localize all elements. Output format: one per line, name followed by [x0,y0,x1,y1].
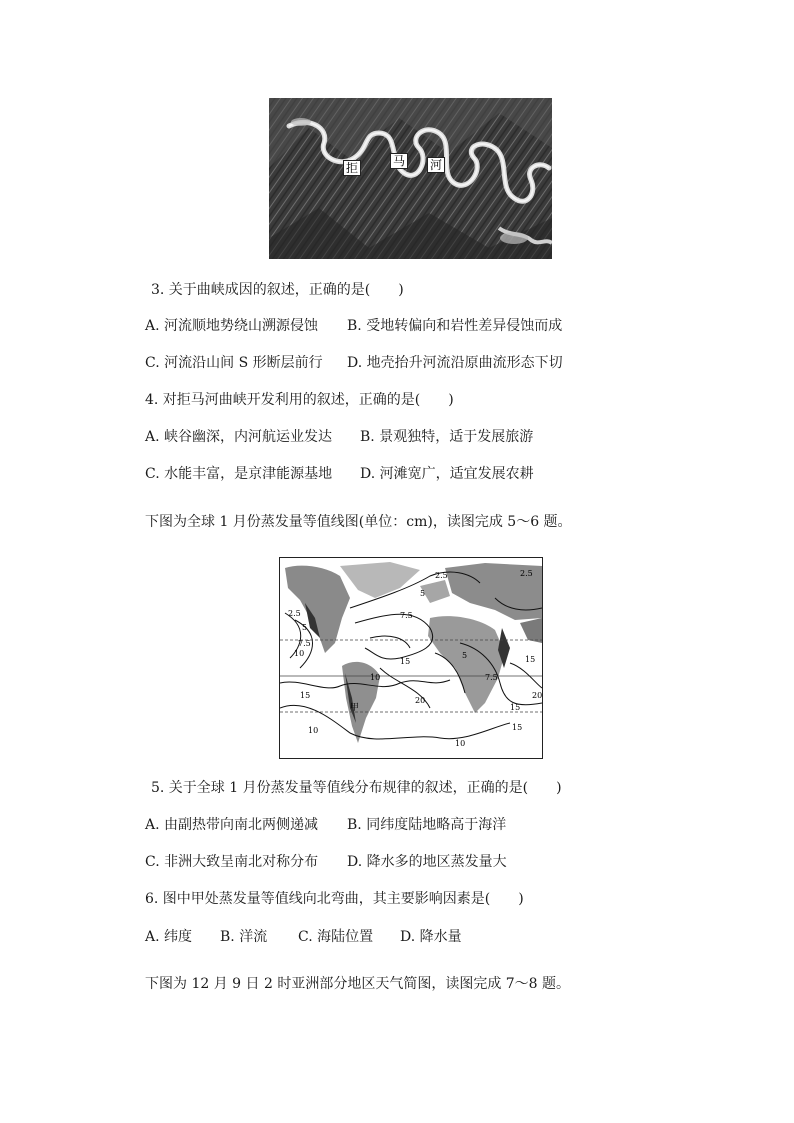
intro-q5-6: 下图为全球 1 月份蒸发量等值线图(单位：cm)，读图完成 5～6 题。 [145,514,572,530]
contour-label-14: 10 [455,739,466,748]
q5-option-b: B. 同纬度陆地略高于海洋 [347,817,507,833]
q5-option-a: A. 由副热带向南北两侧递减 [145,817,319,833]
q4-option-c: C. 水能丰富，是京津能源基地 [145,466,333,482]
evaporation-map [279,557,543,759]
contour-label-8: 5 [302,623,308,632]
q3-option-a: A. 河流顺地势绕山溯源侵蚀 [145,318,319,334]
photo-label-ma: 马 [390,153,408,169]
contour-label-9: 7.5 [298,639,311,648]
contour-label-15: 5 [462,651,468,660]
q3-option-c: C. 河流沿山间 S 形断层前行 [145,355,323,371]
q6-option-a: A. 纬度 [145,929,193,945]
q5-stem: 5. 关于全球 1 月份蒸发量等值线分布规律的叙述，正确的是( ) [151,780,562,796]
contour-label-12: 20 [532,691,542,700]
photo-label-ju: 拒 [343,160,361,176]
contour-label-17: 7.5 [485,673,498,682]
q4-option-a: A. 峡谷幽深，内河航运业发达 [145,429,333,445]
contour-label-7: 2.5 [288,609,301,618]
q6-option-c: C. 海陆位置 [298,929,374,945]
q6-option-d: D. 降水量 [400,929,462,945]
evaporation-map-image [280,558,542,758]
contour-label-20: 15 [510,703,521,712]
contour-label-10: 10 [308,726,319,735]
contour-label-3: 7.5 [400,611,413,620]
q3-option-b: B. 受地转偏向和岩性差异侵蚀而成 [347,318,563,334]
photo-label-he: 河 [427,157,445,173]
q3-option-d: D. 地壳抬升河流沿原曲流形态下切 [347,355,563,371]
q6-option-b: B. 洋流 [220,929,268,945]
contour-label-1: 2.5 [435,571,448,580]
q5-option-c: C. 非洲大致呈南北对称分布 [145,854,319,870]
contour-label-5: 15 [400,657,411,666]
q4-option-b: B. 景观独特，适于发展旅游 [360,429,534,445]
contour-label-19: 10 [370,673,381,682]
contour-label-11: 15 [300,691,311,700]
q3-stem: 3. 关于曲峡成因的叙述，正确的是( ) [151,282,404,298]
contour-label-2: 5 [420,589,426,598]
q5-option-d: D. 降水多的地区蒸发量大 [347,854,507,870]
gorge-photo [269,98,552,259]
map-label-jia: 甲 [350,703,360,713]
contour-label-18: 15 [525,655,536,664]
contour-label-6: 20 [415,696,426,705]
q6-stem: 6. 图中甲处蒸发量等值线向北弯曲，其主要影响因素是( ) [145,891,524,907]
contour-label-4: 10 [294,649,305,658]
contour-label-16: 2.5 [520,569,533,578]
intro-q7-8: 下图为 12 月 9 日 2 时亚洲部分地区天气简图，读图完成 7～8 题。 [145,976,571,992]
gorge-photo-image [269,98,552,259]
contour-label-13: 15 [512,723,523,732]
q4-stem: 4. 对拒马河曲峡开发利用的叙述，正确的是( ) [145,392,454,408]
q4-option-d: D. 河滩宽广，适宜发展农耕 [360,466,534,482]
